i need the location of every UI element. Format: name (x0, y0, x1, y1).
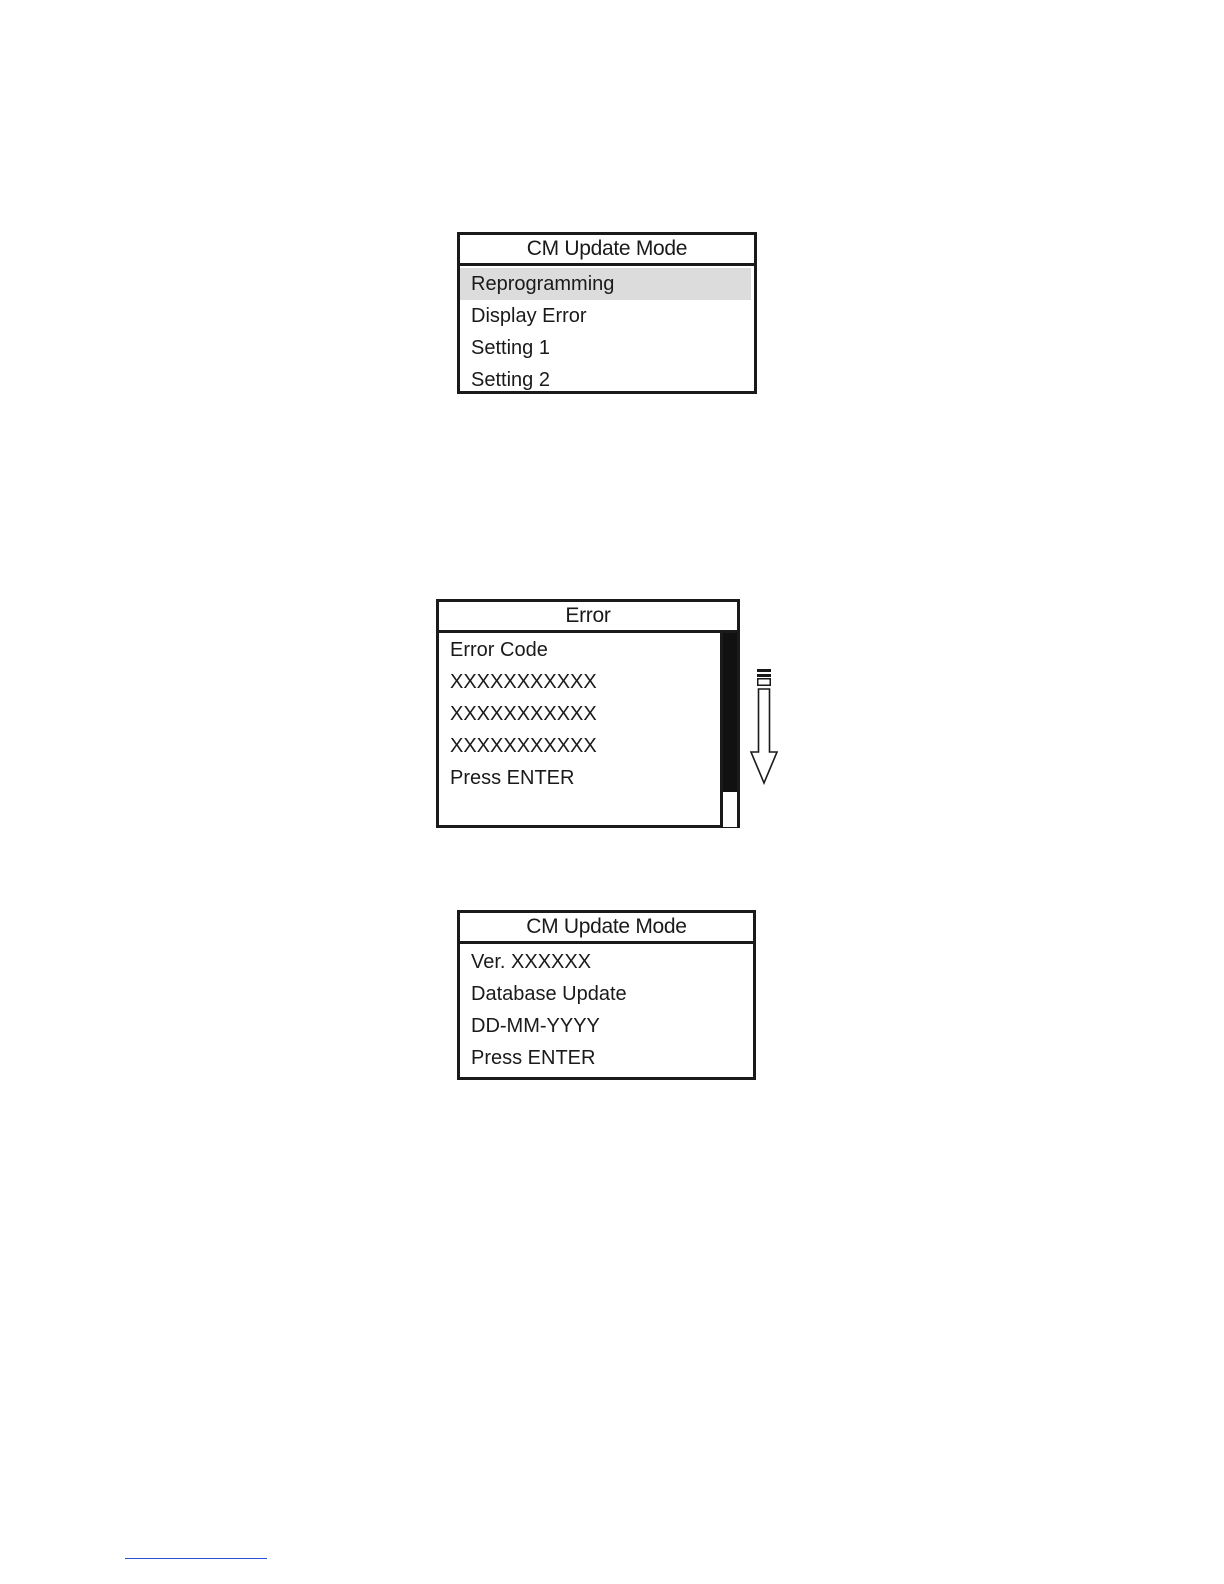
menu-item-display-error[interactable]: Display Error (471, 305, 587, 327)
error-body (439, 633, 737, 828)
menu-item-reprogramming[interactable]: Reprogramming (460, 268, 751, 300)
error-code-line: XXXXXXXXXXX (450, 671, 597, 693)
cm-update-mode-info-screen (457, 910, 756, 1080)
screen-title: Error (439, 602, 737, 633)
screen-title: CM Update Mode (460, 235, 754, 266)
menu-item-setting-1[interactable]: Setting 1 (471, 337, 550, 359)
error-screen (436, 599, 740, 828)
menu-item-setting-2[interactable]: Setting 2 (471, 369, 550, 391)
cm-update-mode-menu-screen (457, 232, 757, 394)
error-code-line: XXXXXXXXXXX (450, 703, 597, 725)
info-body (460, 944, 753, 1074)
scrollbar[interactable] (720, 633, 737, 827)
error-code-label: Error Code (450, 639, 548, 661)
press-enter-prompt: Press ENTER (471, 1047, 596, 1069)
date-line: DD-MM-YYYY (471, 1015, 600, 1037)
screen-title: CM Update Mode (460, 913, 753, 944)
scroll-down-arrow-icon (749, 667, 781, 785)
footnote-divider (125, 1558, 267, 1559)
database-update-line: Database Update (471, 983, 627, 1005)
version-line: Ver. XXXXXX (471, 951, 592, 973)
menu-list (460, 266, 754, 396)
error-code-line: XXXXXXXXXXX (450, 735, 597, 757)
press-enter-prompt: Press ENTER (450, 767, 575, 789)
scrollbar-thumb[interactable] (723, 633, 737, 792)
